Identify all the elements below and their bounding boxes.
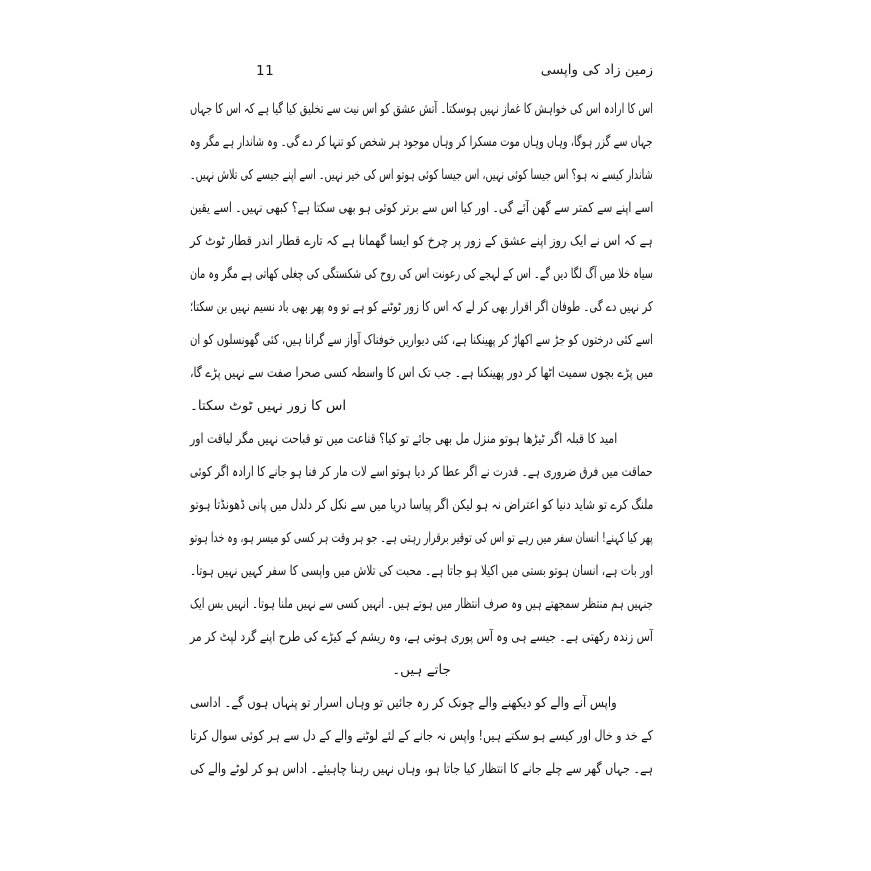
text-line: واپس آنے والے کو دیکھنے والے چونک کر رہ جائیں تو وہاں اسرار تو پنہاں ہوں گے۔ اداسی xyxy=(190,695,617,711)
text-line: شاندار کیسے نہ ہو؟ اس جیسا کوئی نہیں، اس جیسا کوئی ہوتو اس کی خیر نہیں۔ اسے اپنے جیسے کی تلاش نہیں۔ xyxy=(190,167,653,183)
text-line: اسے اپنے سے کمتر سے گھن آئے گی۔ اور کیا اس سے برتر کوئی ہو بھی سکتا ہے؟ کبھی نہیں۔ اسے یقین xyxy=(189,200,653,216)
text-line: اس کا ارادہ اس کی خواہش کا غماز نہیں ہوسکتا۔ آتش عشق کو اس نیت سے تخلیق کیا گیا ہے کہ اس کا جہاں xyxy=(189,101,653,117)
paragraph-1 xyxy=(190,93,653,423)
text-line: پھر کیا کہنے! انسان سفر میں رہے تو اس کی توقیر برقرار رہتی ہے۔ جو ہر وقت ہر کسی کو میسر ہو، وہ خدا ہوتو xyxy=(190,530,653,546)
running-header xyxy=(190,60,653,84)
paragraph-2 xyxy=(190,423,653,687)
page-number: 11 xyxy=(256,63,275,79)
text-line: حماقت میں فرق ضروری ہے۔ قدرت نے اگر عطا کر دیا ہوتو اسے لات مار کر فنا ہو جانے کا ارادہ اگر کوئی xyxy=(190,464,653,480)
text-line: جنہیں ہم منتظر سمجھتے ہیں وہ صرف انتظار میں ہوتے ہیں۔ انہیں کسی سے نہیں ملنا ہوتا۔ انہیں بس ایک xyxy=(190,596,653,612)
text-column xyxy=(190,0,653,871)
text-line: ہے کہ اس نے ایک روز اپنے عشق کے زور پر چرخ کو ایسا گھمانا ہے کہ تارے قطار اندر قطار ٹوٹ کر xyxy=(190,233,653,249)
text-line: جاتے ہیں۔ xyxy=(392,662,451,678)
text-line: میں پڑے بچوں سمیت اٹھا کر دور پھینکنا ہے۔ جب تک اس کا واسطہ کسی صحرا صفت سے نہیں پڑے گا، xyxy=(189,365,653,381)
text-line: اسے کئی درختوں کو جڑ سے اکھاڑ کر پھینکنا ہے، کئی دیواریں خوفناک آواز سے گرانا ہیں، کئی گھونسلوں کو ان xyxy=(190,332,653,348)
paragraph-3 xyxy=(190,687,653,786)
text-line: جہاں سے گزر ہوگا، وہاں وہاں موت مسکرا کر وہاں موجود ہر شخص کو تنہا کر دے گی۔ وہ شاندار ہے مگر وہ xyxy=(190,134,653,150)
text-line: سیاہ خلا میں آگ لگا دیں گے۔ اس کے لہجے کی رعونت اس کی روح کی شکستگی کی چغلی کھاتی ہے مگر وہ مان xyxy=(190,266,653,282)
text-line: ہے۔ جہاں گھر سے چلے جانے کا انتظار کیا جاتا ہو، وہاں نہیں رہنا چاہیئے۔ اداس ہو کر لوٹے والے کی xyxy=(190,761,653,777)
text-line: کر نہیں دے گی۔ طوفان اگر اقرار بھی کر لے کہ اس کا زور ٹوٹنے کو ہے تو وہ پھر بھی باد نسیم نہیں بن سکتا؛ xyxy=(190,299,653,315)
text-line: آس زندہ رکھتی ہے۔ جیسے ہی وہ آس پوری ہوتی ہے، وہ ریشم کے کیڑے کی طرح اپنے گرد لپٹ کر مر xyxy=(190,629,653,645)
running-header-title: زمین زاد کی واپسی xyxy=(540,62,653,78)
text-line: ملنگ کرے تو شاید دنیا کو اعتراض نہ ہو لیکن اگر پیاسا دریا میں سے نکل کر دلدل میں پانی ڈھونڈتا ہوتو xyxy=(189,497,653,513)
text-line: اس کا زور نہیں ٹوٹ سکتا۔ xyxy=(190,398,347,414)
text-line: اور بات ہے، انسان ہوتو بستی میں اکیلا ہو جاتا ہے۔ محبت کی تلاش میں واپسی کا سفر کہیں نہیں ہوتا۔ xyxy=(189,563,653,579)
text-line: کے خد و خال اور کیسے ہو سکتے ہیں! واپس نہ جانے کے لئے لوٹنے والے کے دل سے ہر کوئی سوال کرتا xyxy=(190,728,653,744)
text-line: امید کا قبلہ اگر ٹیڑھا ہوتو منزل مل بھی جائے تو کیا؟ قناعت میں تو قباحت نہیں مگر لیاقت اور xyxy=(189,431,617,447)
page-body xyxy=(190,93,653,786)
